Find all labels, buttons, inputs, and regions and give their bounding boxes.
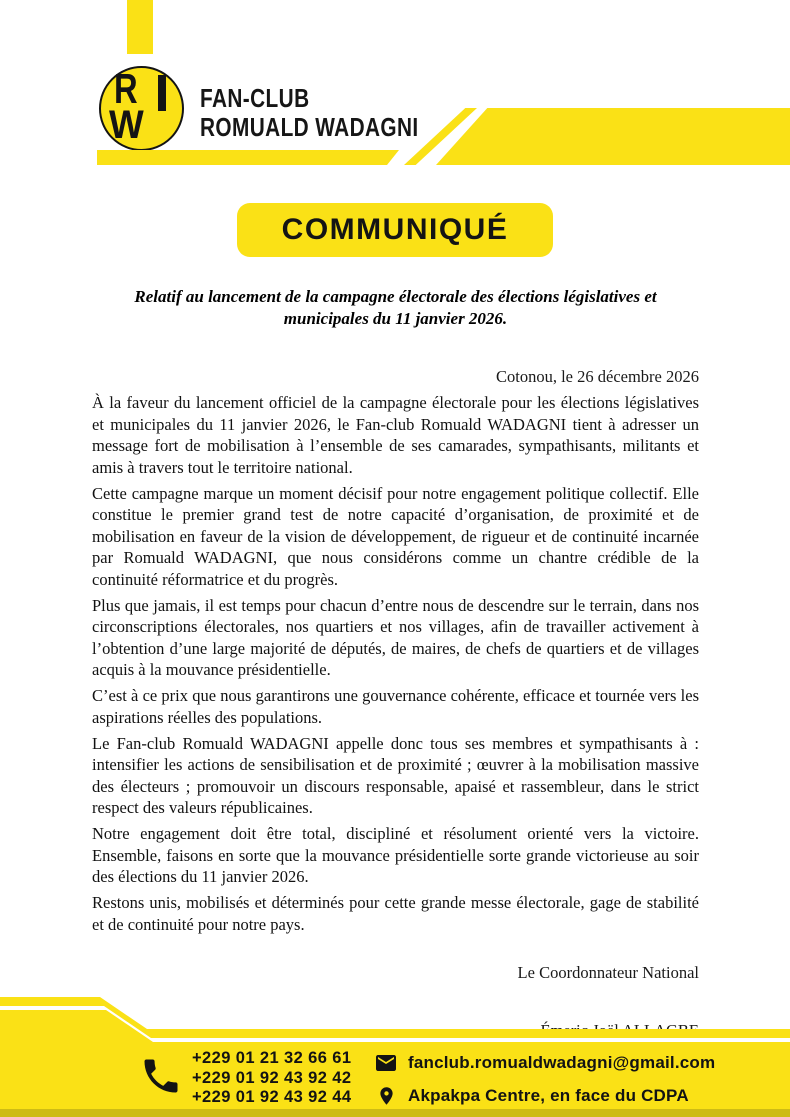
phone-number: +229 01 92 43 92 42 <box>192 1068 352 1087</box>
body-paragraph: Plus que jamais, il est temps pour chacun d’entre nous de descendre sur le terrain, dans nos circonscriptions électorales, nos quartiers et nos villages, afin de travailler activement à l’obtention d’une large majorité de députés, de maires, de chefs de quartiers et de villages acquis à la mouvance présidentielle. <box>92 595 699 679</box>
header-underline-bar <box>97 150 399 165</box>
body-paragraph: C’est à ce prix que nous garantirons une gouvernance cohérente, efficace et tournée vers les aspirations réelles des populations. <box>92 686 699 727</box>
letter-subject-title: Relatif au lancement de la campagne électorale des élections législatives et municipales du 11 janvier 2026. <box>134 287 657 328</box>
header-top-yellow-bar <box>127 0 153 54</box>
body-paragraph: Cette campagne marque un moment décisif pour notre engagement politique collectif. Elle constitue le premier grand test de notre capacité d’organisation, de proximité et de mobilisation en faveur de la vision de développement, de rigueur et de continuité incarnée par Romuald WADAGNI, que nous considérons comme un chantre crédible de la continuité réformatrice et du progrès. <box>92 483 699 589</box>
communique-banner <box>237 203 553 257</box>
body-paragraph: Le Fan-club Romuald WADAGNI appelle donc tous ses membres et sympathisants à : intensifier les actions de sensibilisation et de proximité ; œuvrer à la mobilisation massive des électeurs ; promouvoir un discours responsable, apaisé et rassembleur, dans le strict respect des valeurs républicaines. <box>92 733 699 817</box>
phone-number: +229 01 92 43 92 44 <box>192 1088 352 1106</box>
email-icon <box>374 1051 398 1075</box>
dateline: Cotonou, le 26 décembre 2026 <box>496 367 699 386</box>
address-row <box>374 1084 689 1108</box>
email-row <box>374 1051 715 1075</box>
phone-numbers <box>192 1049 351 1108</box>
footer-bottom-shade <box>0 1109 790 1117</box>
brand-line-1: FAN-CLUB <box>200 83 310 113</box>
address-text: Akpakpa Centre, en face du CDPA <box>408 1086 689 1105</box>
email-address: fanclub.romualdwadagni@gmail.com <box>408 1053 716 1072</box>
phone-icon <box>139 1052 183 1100</box>
body-paragraph: Notre engagement doit être total, discipliné et résolument orienté vers la victoire. Ensemble, faisons en sorte que la mouvance présidentielle sorte grande victorieuse au soir des élections du 11 janvier 2026. <box>92 824 699 886</box>
location-pin-icon <box>374 1084 398 1108</box>
body-paragraph: À la faveur du lancement officiel de la campagne électorale pour les élections législatives et municipales du 11 janvier 2026, le Fan-club Romuald WADAGNI tient à adresser un message fort de mobilisation à l’ensemble de ses camarades, sympathisants, militants et amis à travers tout le territoire national. <box>92 393 699 477</box>
letter-body <box>92 286 699 1041</box>
communique-banner-label: COMMUNIQUÉ <box>281 213 509 246</box>
body-paragraph: Restons unis, mobilisés et déterminés pour cette grande messe électorale, gage de stabilité et de continuité pour notre pays. <box>92 893 699 934</box>
paragraphs <box>92 392 699 935</box>
phone-number: +229 01 21 32 66 61 <box>192 1049 352 1067</box>
header-right-yellow-band <box>436 108 790 165</box>
brand-line-2: ROMUALD WADAGNI <box>200 112 419 142</box>
signature-role: Le Coordonnateur National <box>517 963 699 982</box>
logo-letter-r: R <box>114 65 138 112</box>
logo-vertical-stem <box>158 75 166 111</box>
logo-letter-w: W <box>109 103 144 147</box>
fanclub-rw-logo <box>99 66 184 151</box>
